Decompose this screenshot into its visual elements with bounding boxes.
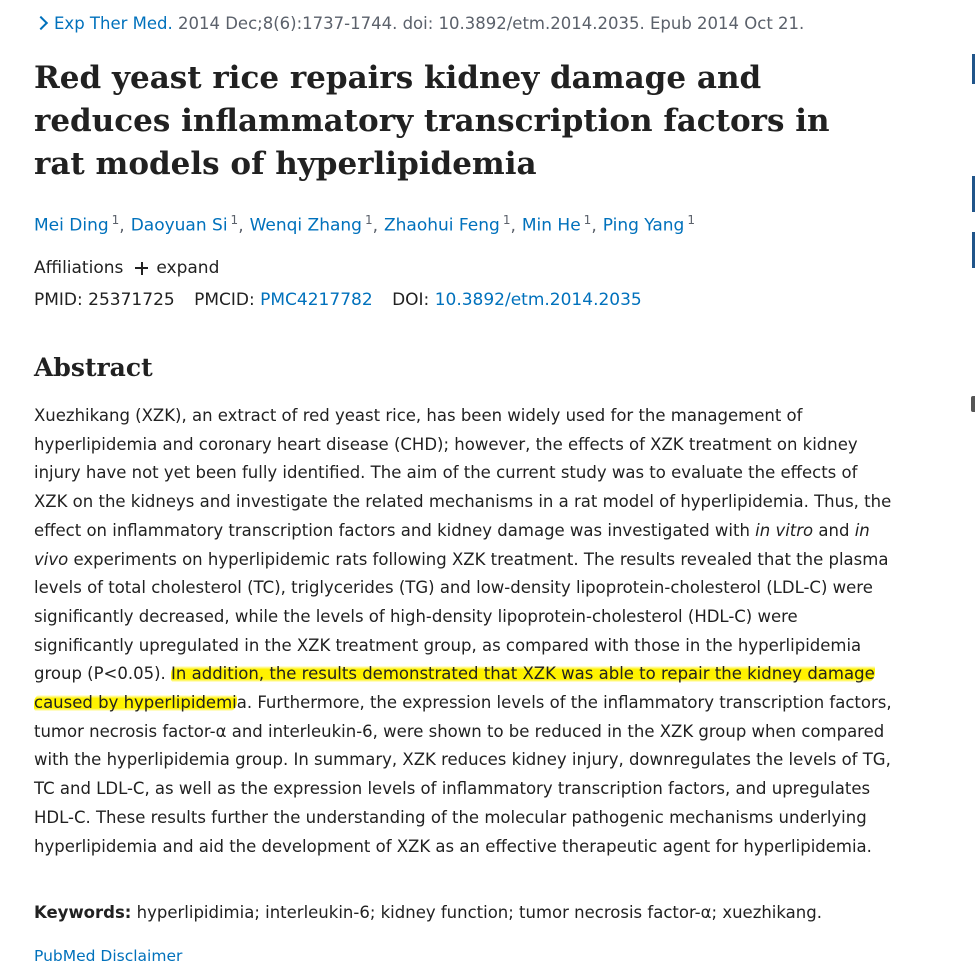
journal-link[interactable]: Exp Ther Med.	[34, 14, 178, 33]
author-affiliation-number[interactable]: 1	[502, 213, 511, 227]
doi-label: DOI:	[392, 290, 430, 310]
plus-icon	[135, 262, 148, 275]
citation-details: 2014 Dec;8(6):1737-1744. doi: 10.3892/etm.2014.2035. Epub 2014 Oct 21.	[177, 14, 805, 33]
author-affiliation-number[interactable]: 1	[111, 213, 120, 227]
author-link[interactable]: Zhaohui Feng	[384, 215, 500, 236]
author-link[interactable]: Ping Yang	[602, 215, 685, 236]
italic-term: in vitro	[755, 520, 814, 540]
author-affiliation-number[interactable]: 1	[687, 213, 695, 227]
highlighted-passage: In addition, the results demonstrated that XZK was able to repair the kidney damage caused by hyperlipidemi	[34, 664, 875, 713]
author-affiliation-number[interactable]: 1	[583, 213, 592, 227]
pmcid-label: PMCID:	[194, 290, 255, 310]
doi-link[interactable]: 10.3892/etm.2014.2035	[434, 290, 642, 310]
author-link[interactable]: Daoyuan Si	[130, 215, 228, 236]
expand-label: expand	[156, 258, 220, 278]
author-link[interactable]: Mei Ding	[34, 215, 109, 236]
italic-term: in vivo	[34, 520, 870, 569]
pubmed-disclaimer-link[interactable]: PubMed Disclaimer	[34, 947, 183, 965]
abstract-text: Xuezhikang (XZK), an extract of red yeast rice, has been widely used for the management of hyperlipidemia and coronary heart disease (CHD); however, the effects of XZK treatment on kidney injury have not yet been fully identified. The aim of the current study was to evaluate the effects of XZK on the kidneys and investigate the related mechanisms in a rat model of hyperlipidemia. Thus, the effect on inflammatory transcription factors and kidney damage was investigated with in vitro and in vivo experiments on hyperlipidemic rats following XZK treatment. The results revealed that the plasma levels of total cholesterol (TC), triglycerides (TG) and low-density lipoprotein-cholesterol (LDL-C) were significantly decreased, while the levels of high-density lipoprotein-cholesterol (HDL-C) were significantly upregulated in the XZK treatment group, as compared with those in the hyperlipidemia group (P<0.05). In addition, the results demonstrated that XZK was able to repair the kidney damage caused by hyperlipidemia. Furthermore, the expression levels of the inflammatory transcription factors, tumor necrosis factor-α and interleukin-6, were shown to be reduced in the XZK group when compared with the hyperlipidemia group. In summary, XZK reduces kidney injury, downregulates the levels of TG, TC and LDL-C, as well as the expression levels of inflammatory transcription factors, and upregulates HDL-C. These results further the understanding of the molecular pathogenic mechanisms underlying hyperlipidemia and aid the development of XZK as an effective therapeutic agent for hyperlipidemia.	[34, 406, 892, 856]
keywords-text: hyperlipidimia; interleukin-6; kidney function; tumor necrosis factor-α; xuezhikang.	[136, 903, 822, 922]
affiliations-label: Affiliations	[34, 258, 124, 278]
pmid-label: PMID:	[34, 290, 83, 310]
identifiers-row	[34, 290, 642, 310]
keywords-label: Keywords:	[34, 903, 132, 922]
author-affiliation-number[interactable]: 1	[364, 213, 373, 227]
keywords-row	[34, 903, 822, 922]
pmid-value: 25371725	[88, 290, 175, 310]
author-list: Mei Ding $^1$, Daoyuan Si $^1$, Wenqi Zhang $^1$, Zhaohui Feng $^1$, Min He $^1$, Ping Yang $^1$	[34, 213, 695, 236]
author-link[interactable]: Wenqi Zhang	[249, 215, 362, 236]
chevron-right-icon	[34, 16, 48, 30]
abstract-heading: Abstract	[34, 353, 153, 382]
affiliations-row	[34, 258, 219, 278]
article-title: Red yeast rice repairs kidney damage and reduces inflammatory transcription factors in rat models of hyperlipidemia	[34, 60, 830, 182]
author-affiliation-number[interactable]: 1	[230, 213, 239, 227]
expand-affiliations-button[interactable]	[135, 258, 219, 278]
citation-line	[34, 14, 804, 33]
edge-scroll-marker	[971, 396, 975, 412]
author-link[interactable]: Min He	[521, 215, 581, 236]
pmcid-link[interactable]: PMC4217782	[260, 290, 373, 310]
